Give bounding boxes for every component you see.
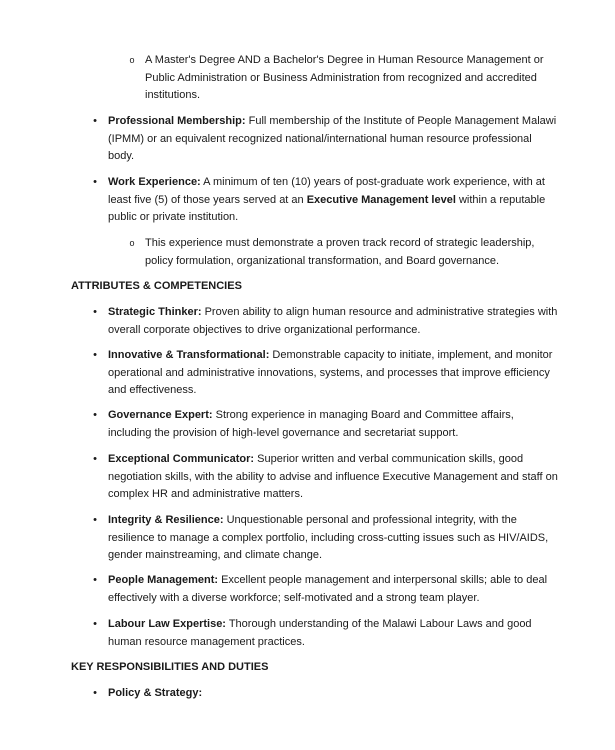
bullet-icon: • [93, 349, 97, 361]
bullet-icon: • [93, 176, 97, 188]
bullet-icon: • [93, 687, 97, 699]
section-heading: ATTRIBUTES & COMPETENCIES [71, 280, 242, 292]
list-item-text: Unquestionable personal and professional integrity, with the resilience to manage a complex portfolio, including cross-cutting issues such as HIV/AIDS, gender mainstreaming, and climate change. [108, 514, 549, 561]
list-item [93, 174, 558, 227]
list-item-text: Superior written and verbal communication skills, good negotiation skills, with the ability to advise and influence Executive Management and staff on complex HR and administrative matters. [108, 453, 558, 500]
bullet-icon: • [93, 618, 97, 630]
list-item [93, 572, 558, 607]
list-item-label: People Management: [108, 574, 219, 586]
list-item [129, 52, 565, 105]
list-item-text: Strong experience in managing Board and Committee affairs, including the provision of high-level governance and secretariat support. [108, 409, 514, 439]
list-item-text: Demonstrable capacity to initiate, implement, and monitor operational and administrative innovations, systems, and processes that improve efficiency and effectiveness. [108, 349, 553, 396]
list-item-text: A Master's Degree AND a Bachelor's Degree in Human Resource Management or Public Administration or Business Administration from recognized and accredited institutions. [145, 54, 544, 101]
sub-bullet-icon: o [129, 238, 135, 248]
emphasis-text: Executive Management level [306, 193, 456, 206]
list-item-label: Innovative & Transformational: [108, 349, 270, 361]
list-item-text: Proven ability to align human resource and administrative strategies with overall corporate objectives to drive organizational performance. [108, 306, 558, 336]
list-item-text: A minimum of ten (10) years of post-graduate work experience, with at least five (5) of those years served at an [108, 176, 545, 206]
list-item [93, 512, 558, 565]
list-item [93, 407, 558, 442]
list-item-label: Work Experience: [108, 176, 201, 188]
bullet-icon: • [93, 574, 97, 586]
list-item-text: Full membership of the Institute of People Management Malawi (IPMM) or an equivalent recognized national/international human resource professional body. [108, 115, 557, 162]
list-item [93, 685, 558, 703]
list-item [93, 113, 558, 166]
list-item-label: Labour Law Expertise: [108, 618, 226, 630]
list-item [129, 235, 565, 270]
section-heading: KEY RESPONSIBILITIES AND DUTIES [71, 661, 269, 673]
bullet-icon: • [93, 115, 97, 127]
bullet-icon: • [93, 514, 97, 526]
list-item-label: Strategic Thinker: [108, 306, 202, 318]
list-item-text: Excellent people management and interpersonal skills; able to deal effectively with a diverse workforce; self-motivated and a strong team player. [108, 574, 548, 604]
list-item-label: Governance Expert: [108, 409, 213, 421]
list-item-label: Exceptional Communicator: [108, 453, 255, 465]
list-item-label: Professional Membership: [108, 115, 246, 127]
list-item [93, 451, 558, 504]
list-item [93, 347, 558, 400]
bullet-icon: • [93, 306, 97, 318]
bullet-icon: • [93, 453, 97, 465]
bullet-icon: • [93, 409, 97, 421]
list-item-label: Integrity & Resilience: [108, 514, 224, 526]
list-item-text: within a reputable public or private institution. [108, 193, 546, 223]
list-item-text: This experience must demonstrate a proven track record of strategic leadership, policy formulation, organizational transformation, and Board governance. [145, 237, 535, 267]
list-item-label: Policy & Strategy: [108, 687, 203, 699]
list-item [93, 616, 558, 651]
list-item [93, 304, 558, 339]
list-item-text: Thorough understanding of the Malawi Labour Laws and good human resource management practices. [108, 618, 532, 648]
sub-bullet-icon: o [129, 55, 135, 65]
